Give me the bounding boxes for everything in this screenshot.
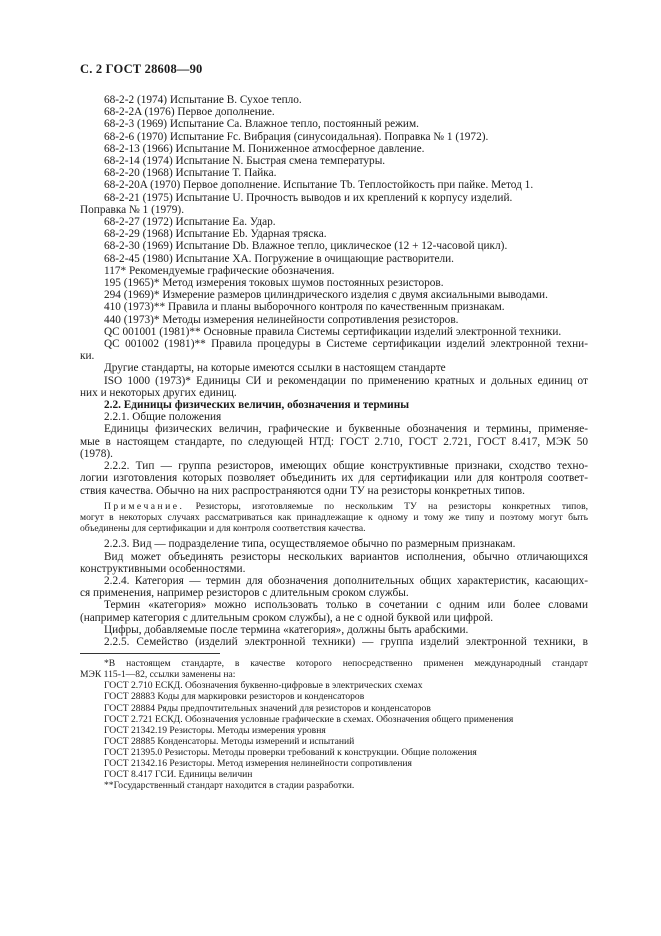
text-line: 2.2. Единицы физических величин, обозначения и термины xyxy=(104,399,410,412)
text-line: QC 001002 (1981)** Правила процедуры в Системе сертификации изделий электронной техни- xyxy=(104,338,588,351)
text-line: 68-2-27 (1972) Испытание Ea. Удар. xyxy=(104,216,276,229)
footnote-line: ГОСТ 21395.0 Резисторы. Методы проверки требований к конструкции. Общие положения xyxy=(104,746,477,758)
text-line: 68-2-20 (1968) Испытание T. Пайка. xyxy=(104,167,277,180)
text-line: 2.2.5. Семейство (изделий электронной техники) — группа изделий электронной техники, в xyxy=(104,635,588,648)
text-line: 68-2-20A (1970) Первое дополнение. Испытание Tb. Теплостойкость при пайке. Метод 1. xyxy=(104,179,534,192)
text-line: 68-2-2A (1976) Первое дополнение. xyxy=(104,106,275,119)
text-line: Другие стандарты, на которые имеются ссылки в настоящем стандарте xyxy=(104,362,446,375)
text-line: 68-2-21 (1975) Испытание U. Прочность выводов и их креплений к корпусу изделий. xyxy=(104,191,513,204)
text-line: Единицы физических величин, графические и буквенные обозначения и термины, применяе- xyxy=(104,423,588,436)
footnote-line: ГОСТ 28883 Коды для маркировки резисторов и конденсаторов xyxy=(104,691,365,703)
text-line: 68-2-29 (1968) Испытание Eb. Ударная тряска. xyxy=(104,228,327,241)
text-line: QC 001001 (1981)** Основные правила Системы сертификации изделий электронной техники. xyxy=(104,325,562,338)
text-line: (например категория с длительным сроком службы), а не с одной буквой или цифрой. xyxy=(80,611,494,624)
text-line: 2.2.4. Категория — термин для обозначения дополнительных общих характеристик, касающих- xyxy=(104,574,588,587)
text-line: мые в настоящем стандарте, по следующей НТД: ГОСТ 2.710, ГОСТ 2.721, ГОСТ 8.417, МЭК 50 xyxy=(80,435,588,448)
page-header: С. 2 ГОСТ 28608—90 xyxy=(80,62,203,76)
footnote-line: ГОСТ 2.710 ЕСКД. Обозначения буквенно-цифровые в электрических схемах xyxy=(104,680,423,692)
footnote-line: ГОСТ 21342.16 Резисторы. Метод измерения нелинейности сопротивления xyxy=(104,757,412,769)
text-line: могут в некоторых случаях рассматриваться как принадлежащие к одному и тому же типу и поэтому могут быть xyxy=(80,511,588,523)
footnote-line: ГОСТ 2.721 ЕСКД. Обозначения условные графические в схемах. Обозначения общего применения xyxy=(104,713,514,725)
document-body xyxy=(80,94,588,791)
footnote-line: ГОСТ 28884 Ряды предпочтительных значений для резисторов и конденсаторов xyxy=(104,702,431,714)
text-line: 68-2-2 (1974) Испытание B. Сухое тепло. xyxy=(104,94,302,106)
text-line: Цифры, добавляемые после термина «категория», должны быть арабскими. xyxy=(104,623,469,636)
text-line: 2.2.1. Общие положения xyxy=(104,411,222,424)
text-line: 68-2-30 (1969) Испытание Db. Влажное тепло, циклическое (12 + 12-часовой цикл). xyxy=(104,240,508,253)
text-line: 68-2-14 (1974) Испытание N. Быстрая смена температуры. xyxy=(104,155,386,168)
text-line: конструктивными особенностями. xyxy=(80,562,246,575)
text-line: Термин «категория» можно использовать только в сочетании с одним или более словами xyxy=(104,599,588,612)
text-line xyxy=(80,501,588,512)
text-line: 440 (1973)* Методы измерения нелинейности сопротивления резисторов. xyxy=(104,313,459,326)
note-text: Резисторы, изготовляемые по нескольким ТУ на резисторы конкретных типов, xyxy=(184,500,588,512)
footnote-line: ГОСТ 28885 Конденсаторы. Методы измерений и испытаний xyxy=(104,735,355,747)
text-line: 195 (1965)* Метод измерения токовых шумов постоянных резисторов. xyxy=(104,277,444,290)
text-line: 68-2-6 (1970) Испытание Fc. Вибрация (синусоидальная). Поправка № 1 (1972). xyxy=(104,130,489,143)
text-line: них и некоторых других единиц. xyxy=(80,386,237,399)
text-line: ся применения, например резисторов с длительным сроком службы. xyxy=(80,587,409,600)
text-line: 2.2.3. Вид — подразделение типа, осуществляемое обычно по размерным признакам. xyxy=(104,538,516,551)
footnote-line: **Государственный стандарт находится в стадии разработки. xyxy=(104,780,355,792)
footnote-line: МЭК 115-1—82, ссылки заменены на: xyxy=(80,669,236,681)
main-text xyxy=(80,94,588,648)
footnote-line: *В настоящем стандарте, в качестве которого непосредственно применен международный стандарт xyxy=(104,658,588,670)
text-line: 117* Рекомендуемые графические обозначения. xyxy=(104,264,335,277)
footnote-line: ГОСТ 21342.19 Резисторы. Методы измерения уровня xyxy=(104,724,326,736)
footnotes xyxy=(80,658,588,791)
note-label: Примечание. xyxy=(104,500,185,512)
text-line: 68-2-45 (1980) Испытание XA. Погружение в очищающие растворители. xyxy=(104,252,455,265)
text-line: (1978). xyxy=(80,447,113,460)
footnote-line: ГОСТ 8.417 ГСИ. Единицы величин xyxy=(104,769,253,781)
text-line: 294 (1969)* Измерение размеров цилиндрического изделия с двумя аксиальными выводами. xyxy=(104,289,548,302)
text-line: логии изготовления которых позволяет объединить их для сертификации или для контроля соответ- xyxy=(80,472,588,485)
text-line: объединены для сертификации и для контроля соответствия качества. xyxy=(80,523,366,535)
footnote-rule xyxy=(80,653,220,654)
text-line: ствия качества. Обычно на них распространяются одни ТУ на резисторы конкретных типов. xyxy=(80,484,525,497)
text-line: ISO 1000 (1973)* Единицы СИ и рекомендации по применению кратных и дольных единиц от xyxy=(104,374,588,387)
text-line: Поправка № 1 (1979). xyxy=(80,203,185,216)
text-line: 68-2-13 (1966) Испытание M. Пониженное атмосферное давление. xyxy=(104,142,425,155)
text-line: Вид может объединять резисторы нескольких вариантов исполнения, обычно отличающихся xyxy=(104,550,588,563)
text-line: ки. xyxy=(80,350,95,363)
text-line: 2.2.2. Тип — группа резисторов, имеющих общие конструктивные признаки, сходство техно- xyxy=(104,460,588,473)
text-line: 410 (1973)** Правила и планы выборочного контроля по качественным признакам. xyxy=(104,301,505,314)
text-line: 68-2-3 (1969) Испытание Ca. Влажное тепло, постоянный режим. xyxy=(104,118,419,131)
